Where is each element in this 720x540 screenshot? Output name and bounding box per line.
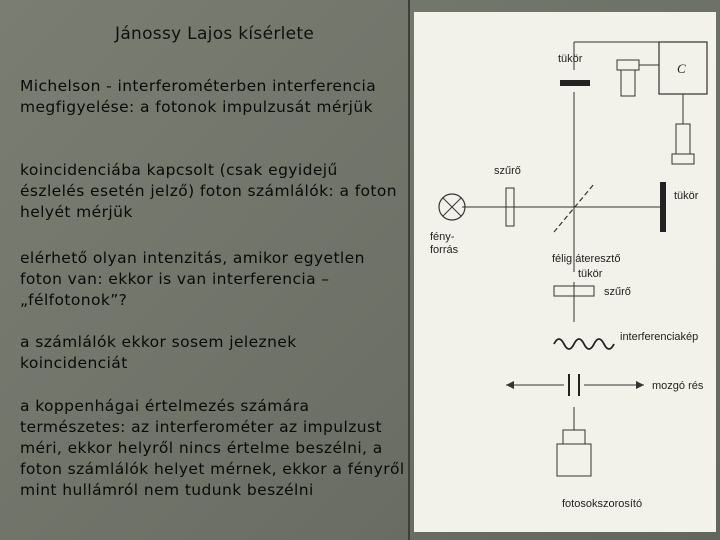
label-mirror-top: tükör [558, 53, 583, 65]
label-filter-bottom: szűrő [604, 286, 631, 298]
photomultiplier-head [563, 430, 585, 444]
label-light-source-1: fény- [430, 231, 455, 243]
slit-arrow-right-icon [636, 381, 644, 389]
label-photomultiplier: fotosokszorosító [562, 498, 643, 510]
photomultiplier-body [557, 444, 591, 476]
label-moving-slit: mozgó rés [652, 380, 704, 392]
right-mirror [660, 182, 666, 232]
label-light-source-2: forrás [430, 244, 459, 256]
slit-arrow-left-icon [506, 381, 514, 389]
right-detector-body [676, 124, 690, 154]
paragraph-single-photon: elérhető olyan intenzitás, amikor egyetlen foton van: ekkor is van interferencia – „félfotonok”? [20, 249, 365, 309]
label-beam-splitter-1: félig áteresztő [552, 253, 621, 265]
top-detector-body [621, 70, 635, 96]
label-filter-left: szűrő [494, 165, 521, 177]
label-beam-splitter-2: tükör [578, 268, 603, 280]
paragraph-no-coincidence: a számlálók ekkor sosem jeleznek koincidenciát [20, 333, 297, 372]
interference-wave-icon [554, 339, 614, 349]
top-mirror [560, 80, 590, 86]
label-mirror-right: tükör [674, 190, 699, 202]
top-detector-head [617, 60, 639, 70]
right-detector-head [672, 154, 694, 164]
paragraph-coincidence: koincidenciába kapcsolt (csak egyidejű észlelés esetén jelző) foton számlálók: a foton helyét mérjük [20, 161, 398, 221]
slide-title: Jánossy Lajos kísérlete [115, 24, 315, 44]
label-interference-pattern: interferenciakép [620, 331, 699, 343]
paragraph-michelson: Michelson - interferométerben interferencia megfigyelése: a fotonok impulzusát mérjük [20, 77, 377, 116]
slit-gap [564, 374, 584, 396]
paragraph-copenhagen: a koppenhágai értelmezés számára természetes: az interferométer az impulzust méri, ekkor helyről nincs értelme beszélni, a foton számlálók helyet mérnek, ekkor a fényről mint hullámról nem tudunk beszélni [20, 397, 405, 499]
experiment-diagram [414, 12, 716, 532]
label-counter-c: C [677, 61, 686, 76]
